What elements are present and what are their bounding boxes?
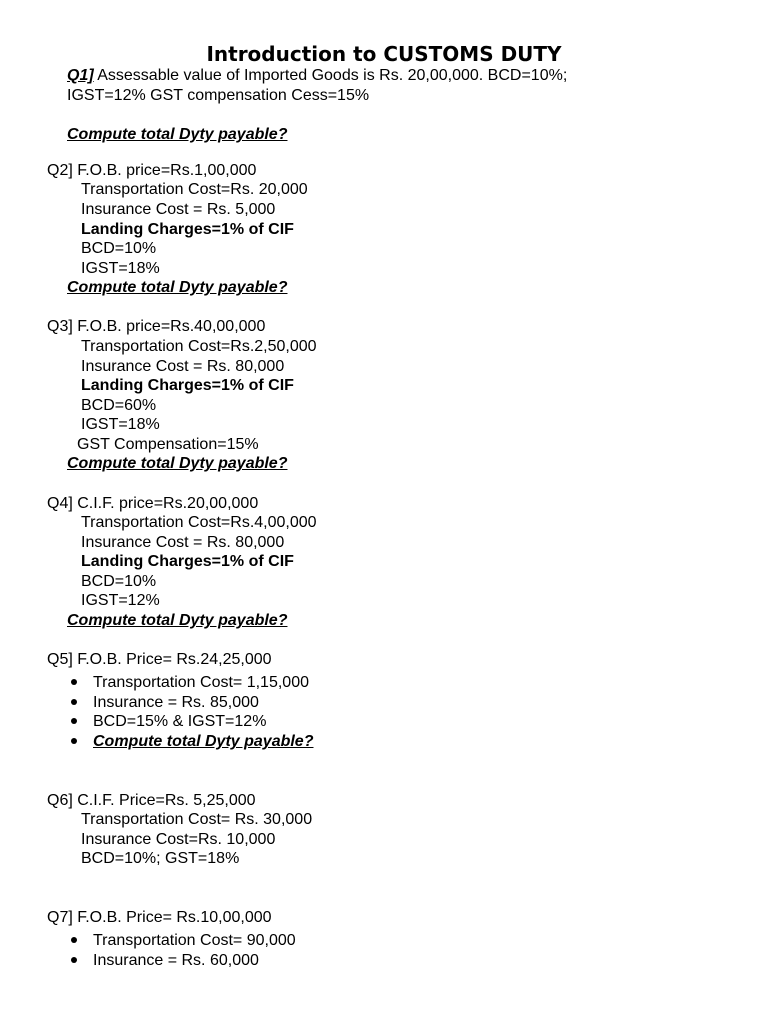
bullet-icon: [71, 937, 77, 943]
q6-transportation: Transportation Cost= Rs. 30,000: [81, 811, 313, 828]
q1-label: Q1]: [67, 67, 94, 84]
q2-insurance: Insurance Cost = Rs. 5,000: [81, 201, 276, 218]
q5-rates: BCD=15% & IGST=12%: [93, 713, 267, 730]
bullet-icon: [71, 738, 77, 744]
bullet-icon: [71, 679, 77, 685]
q3-insurance: Insurance Cost = Rs. 80,000: [81, 358, 285, 375]
q2-bcd: BCD=10%: [81, 240, 157, 257]
q7-heading: Q7] F.O.B. Price= Rs.10,00,000: [47, 909, 272, 926]
q4-igst: IGST=12%: [81, 592, 160, 609]
q3-gst-compensation: GST Compensation=15%: [77, 436, 259, 453]
q2-igst: IGST=18%: [81, 260, 160, 277]
bullet-icon: [71, 957, 77, 963]
q4-prompt: Compute total Dyty payable?: [67, 612, 288, 629]
bullet-icon: [71, 718, 77, 724]
q6-insurance: Insurance Cost=Rs. 10,000: [81, 831, 276, 848]
q3-heading: Q3] F.O.B. price=Rs.40,00,000: [47, 318, 266, 335]
q2-landing-charges: Landing Charges=1% of CIF: [81, 221, 294, 238]
q4-landing-charges: Landing Charges=1% of CIF: [81, 553, 294, 570]
q3-prompt: Compute total Dyty payable?: [67, 455, 288, 472]
q6-heading: Q6] C.I.F. Price=Rs. 5,25,000: [47, 792, 256, 809]
q1-line2: IGST=12% GST compensation Cess=15%: [67, 87, 370, 104]
q1-prompt: Compute total Dyty payable?: [67, 126, 288, 143]
q2-heading: Q2] F.O.B. price=Rs.1,00,000: [47, 162, 257, 179]
q5-insurance: Insurance = Rs. 85,000: [93, 694, 259, 711]
q5-prompt: Compute total Dyty payable?: [93, 733, 314, 750]
q5-transportation: Transportation Cost= 1,15,000: [93, 674, 309, 691]
q3-bcd: BCD=60%: [81, 397, 157, 414]
q3-igst: IGST=18%: [81, 416, 160, 433]
q4-insurance: Insurance Cost = Rs. 80,000: [81, 534, 285, 551]
q4-bcd: BCD=10%: [81, 573, 157, 590]
q3-transportation: Transportation Cost=Rs.2,50,000: [81, 338, 317, 355]
q7-insurance: Insurance = Rs. 60,000: [93, 952, 259, 969]
page-title: Introduction to CUSTOMS DUTY: [206, 42, 562, 66]
bullet-icon: [71, 699, 77, 705]
q5-heading: Q5] F.O.B. Price= Rs.24,25,000: [47, 651, 272, 668]
q6-rates: BCD=10%; GST=18%: [81, 850, 240, 867]
q4-heading: Q4] C.I.F. price=Rs.20,00,000: [47, 495, 259, 512]
q2-prompt: Compute total Dyty payable?: [67, 279, 288, 296]
q7-transportation: Transportation Cost= 90,000: [93, 932, 296, 949]
q3-landing-charges: Landing Charges=1% of CIF: [81, 377, 294, 394]
q1-text: Assessable value of Imported Goods is Rs. 20,00,000. BCD=10%;: [93, 67, 568, 84]
q4-transportation: Transportation Cost=Rs.4,00,000: [81, 514, 317, 531]
q2-transportation: Transportation Cost=Rs. 20,000: [81, 181, 308, 198]
q1-line1: [67, 66, 567, 86]
